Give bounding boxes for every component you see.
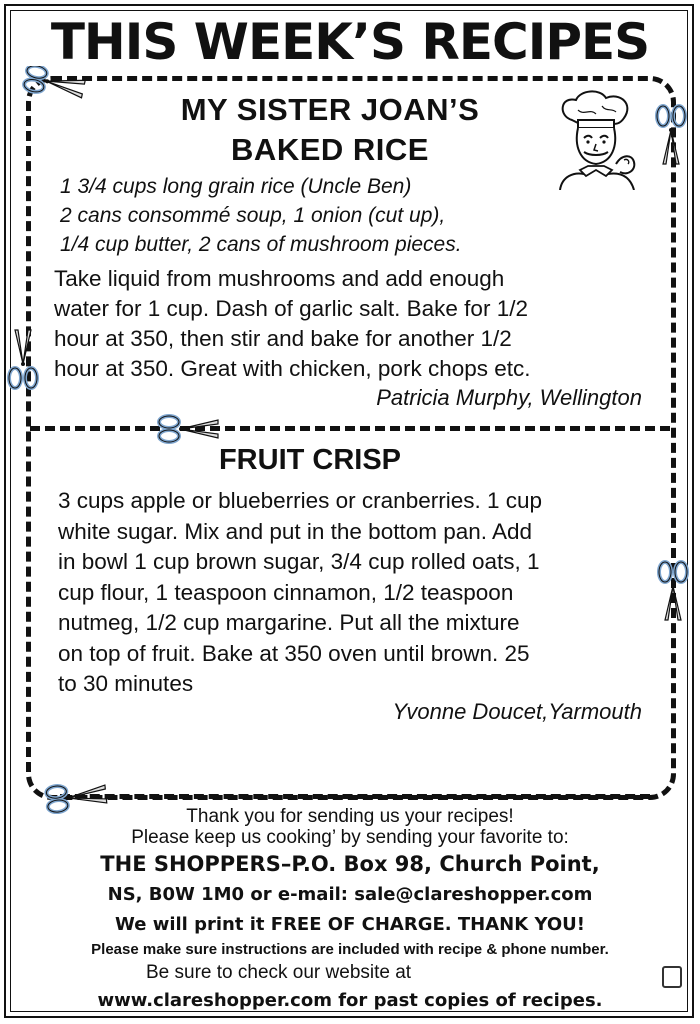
scissors-icon bbox=[22, 66, 88, 100]
footer-website-link[interactable]: www.clareshopper.com for past copies of recipes. bbox=[97, 990, 603, 1011]
recipe1-title-line1: MY SISTER JOAN’S bbox=[180, 92, 480, 127]
body-line: 3 cups apple or blueberries or cranberries. 1 cup bbox=[58, 488, 543, 513]
scissors-icon bbox=[156, 412, 222, 446]
instruction-line: hour at 350. Great with chicken, pork chops etc. bbox=[54, 356, 531, 381]
recipe2-body bbox=[58, 486, 658, 700]
recipe1-title bbox=[120, 90, 540, 170]
footer-thanks: Thank you for sending us your recipes! bbox=[186, 806, 514, 827]
ingredient-line: 1 3/4 cups long grain rice (Uncle Ben) bbox=[60, 175, 412, 198]
body-line: cup flour, 1 teaspoon cinnamon, 1/2 teaspoon bbox=[58, 579, 514, 605]
page-title: THIS WEEK’S RECIPES bbox=[50, 13, 650, 71]
instruction-line: Take liquid from mushrooms and add enough bbox=[54, 266, 505, 291]
footer-email: NS, B0W 1M0 or e-mail: sale@clareshopper.com bbox=[107, 884, 593, 905]
recipe2-title: FRUIT CRISP bbox=[218, 444, 402, 476]
recipe-separator bbox=[30, 426, 670, 431]
footer-note: Please make sure instructions are included with recipe & phone number. bbox=[91, 941, 609, 958]
recipe1-credit: Patricia Murphy, Wellington bbox=[376, 385, 642, 410]
footer-free: We will print it FREE OF CHARGE. THANK YOU! bbox=[115, 914, 585, 935]
footer-website-intro: Be sure to check our website at bbox=[146, 962, 412, 983]
footer-dashed-line bbox=[60, 794, 650, 799]
body-line: nutmeg, 1/2 cup margarine. Put all the mixture bbox=[58, 610, 520, 635]
scissors-icon bbox=[656, 560, 690, 622]
instruction-line: hour at 350, then stir and bake for another 1/2 bbox=[54, 326, 512, 351]
footer-request: Please keep us cooking’ by sending your favorite to: bbox=[131, 827, 569, 848]
recipe1-ingredients bbox=[60, 172, 620, 259]
ingredient-line: 2 cans consommé soup, 1 onion (cut up), bbox=[60, 204, 446, 227]
monitor-icon bbox=[662, 966, 682, 988]
instruction-line: water for 1 cup. Dash of garlic salt. Bake for 1/2 bbox=[54, 296, 528, 321]
body-line: in bowl 1 cup brown sugar, 3/4 cup rolled oats, 1 bbox=[58, 549, 540, 574]
body-line: to 30 minutes bbox=[58, 671, 194, 696]
body-line: on top of fruit. Bake at 350 oven until brown. 25 bbox=[58, 640, 530, 666]
recipe2-credit: Yvonne Doucet,Yarmouth bbox=[392, 699, 642, 724]
recipe1-title-line2: BAKED RICE bbox=[231, 132, 429, 167]
footer-address: THE SHOPPERS–P.O. Box 98, Church Point, bbox=[100, 852, 600, 876]
recipe1-instructions bbox=[54, 264, 654, 384]
scissors-icon bbox=[654, 104, 688, 166]
scissors-icon bbox=[6, 328, 40, 390]
body-line: white sugar. Mix and put in the bottom pan. Add bbox=[58, 518, 533, 544]
ingredient-line: 1/4 cup butter, 2 cans of mushroom pieces. bbox=[60, 233, 462, 256]
